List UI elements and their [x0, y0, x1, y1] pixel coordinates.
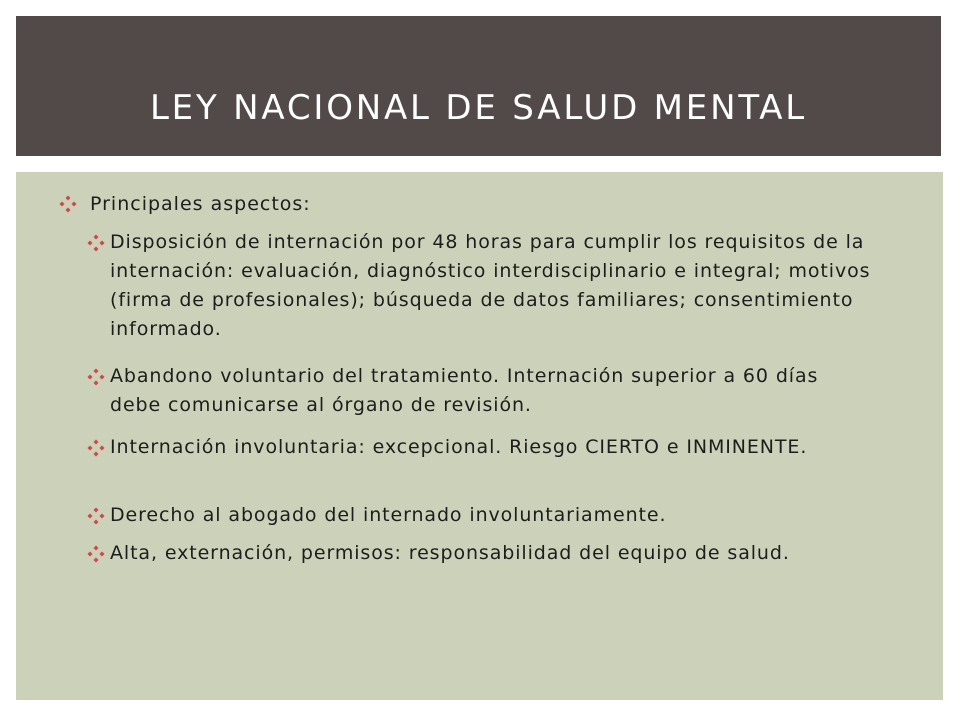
list-item	[86, 539, 876, 568]
title-bar	[16, 16, 941, 156]
heading-text: Principales aspectos:	[90, 193, 311, 215]
list-item	[86, 362, 876, 420]
four-diamond-bullet-icon	[86, 233, 106, 253]
list-item	[86, 433, 876, 462]
list-item-text: Derecho al abogado del internado involuntariamente.	[110, 504, 667, 526]
four-diamond-bullet-icon	[86, 544, 106, 564]
four-diamond-bullet-icon	[86, 367, 106, 387]
content-panel	[16, 172, 943, 700]
four-diamond-bullet-icon	[86, 506, 106, 526]
list-item-text: Alta, externación, permisos: responsabilidad del equipo de salud.	[110, 542, 790, 564]
list-item-text: Internación involuntaria: excepcional. Riesgo CIERTO e INMINENTE.	[110, 436, 808, 458]
four-diamond-bullet-icon	[86, 438, 106, 458]
list-item	[86, 501, 876, 530]
list-item-text: Disposición de internación por 48 horas para cumplir los requisitos de la internación: evaluación, diagnóstico interdisciplinario e integral; motivos (firma de profesionales); búsqueda de datos familiares; consentimiento informado.	[110, 231, 871, 340]
list-item	[86, 228, 876, 344]
four-diamond-bullet-icon	[58, 194, 78, 214]
slide-title: LEY NACIONAL DE SALUD MENTAL	[149, 88, 808, 128]
list-item-text: Abandono voluntario del tratamiento. Internación superior a 60 días debe comunicarse al órgano de revisión.	[110, 365, 819, 416]
heading-bullet	[58, 190, 311, 218]
